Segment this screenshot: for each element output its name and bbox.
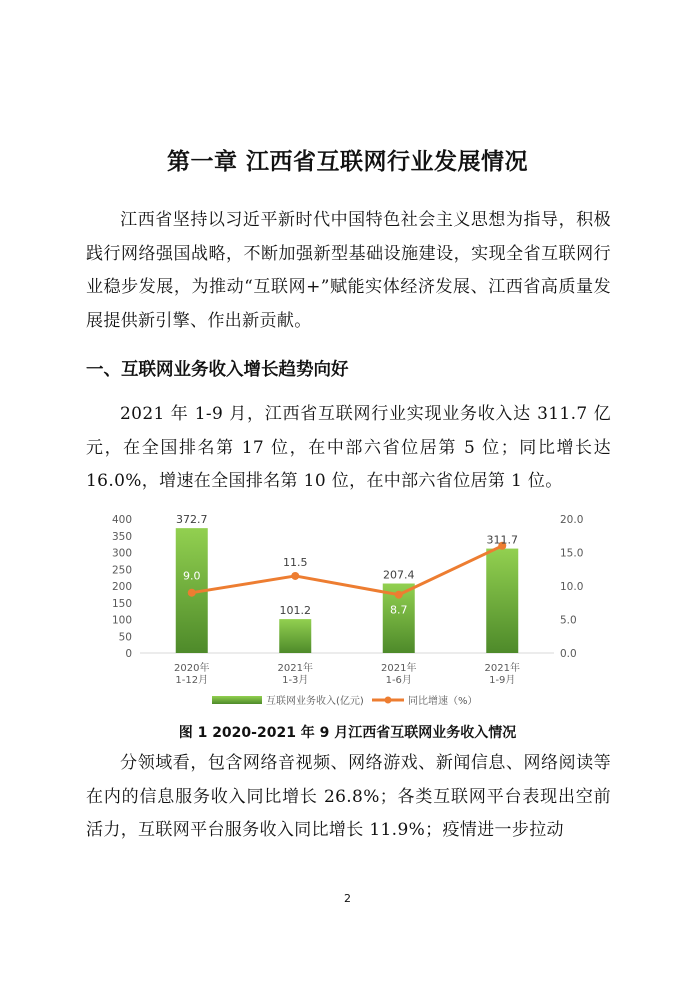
- x-axis-tick: 1-3月: [282, 675, 309, 686]
- growth-rate-label: 16.0: [490, 522, 515, 536]
- revenue-bar-label: 372.7: [176, 513, 208, 527]
- closing-paragraph: 分领域看，包含网络音视频、网络游戏、新闻信息、网络阅读等在内的信息服务收入同比增长 26.8%；各类互联网平台表现出空前活力，互联网平台服务收入同比增长 11.9%；疫情进一步拉动: [86, 753, 611, 840]
- left-axis-tick: 200: [111, 581, 132, 593]
- revenue-bar-label: 207.4: [383, 568, 415, 582]
- x-axis-tick: 2021年: [484, 663, 520, 674]
- growth-rate-point: [395, 591, 403, 599]
- x-axis-tick: 2021年: [277, 663, 313, 674]
- right-axis-tick: 15.0: [560, 547, 584, 560]
- left-axis-tick: 150: [111, 597, 132, 610]
- chapter-title: 第一章 江西省互联网行业发展情况: [166, 149, 528, 175]
- growth-rate-label: 11.5: [283, 555, 308, 569]
- left-axis-tick: 0: [125, 648, 132, 660]
- x-axis-tick: 2021年: [381, 663, 417, 674]
- left-axis-tick: 350: [111, 530, 132, 543]
- page-number: 2: [344, 892, 351, 905]
- left-axis-tick: 400: [111, 514, 132, 526]
- revenue-chart: [104, 508, 584, 713]
- growth-rate-point: [291, 572, 299, 580]
- right-axis-tick: 20.0: [560, 514, 584, 526]
- left-axis-tick: 100: [111, 614, 132, 627]
- x-axis-tick: 1-9月: [489, 675, 516, 686]
- section-paragraph: 2021 年 1-9 月，江西省互联网行业实现业务收入达 311.7 亿元，在全国排名第 17 位，在中部六省位居第 5 位；同比增长达 16.0%，增速在全国排名第 10 位，在中部六省位居第 1 位。: [86, 404, 611, 491]
- left-axis-tick: 250: [111, 564, 132, 577]
- revenue-bar-label: 311.7: [486, 533, 518, 547]
- growth-rate-line: [192, 546, 503, 595]
- legend-bar-label: 互联网业务收入(亿元): [266, 696, 364, 707]
- legend-line-label: 同比增速（%）: [408, 696, 478, 707]
- revenue-bar: [486, 549, 518, 653]
- x-axis-tick: 1-12月: [175, 675, 209, 686]
- growth-rate-label: 9.0: [183, 569, 201, 583]
- revenue-bar: [279, 619, 311, 653]
- revenue-bar-label: 101.2: [279, 604, 311, 618]
- x-axis-tick: 2020年: [174, 663, 210, 674]
- right-axis-tick: 0.0: [560, 648, 577, 660]
- right-axis-tick: 10.0: [560, 581, 584, 593]
- figure-caption: 图 1 2020-2021 年 9 月江西省互联网业务收入情况: [178, 725, 517, 741]
- growth-rate-label: 8.7: [390, 603, 408, 617]
- left-axis-tick: 50: [118, 631, 132, 644]
- right-axis-tick: 5.0: [560, 614, 577, 627]
- legend-bar-swatch: [212, 696, 262, 704]
- growth-rate-point: [188, 589, 196, 597]
- section-heading: 一、互联网业务收入增长趋势向好: [86, 360, 349, 380]
- legend-line-marker: [385, 697, 392, 704]
- left-axis-tick: 300: [111, 547, 132, 560]
- intro-paragraph: 江西省坚持以习近平新时代中国特色社会主义思想为指导，积极践行网络强国战略，不断加强新型基础设施建设，实现全省互联网行业稳步发展，为推动“互联网+”赋能实体经济发展、江西省高质量发展提供新引擎、作出新贡献。: [86, 210, 611, 331]
- x-axis-tick: 1-6月: [385, 675, 412, 686]
